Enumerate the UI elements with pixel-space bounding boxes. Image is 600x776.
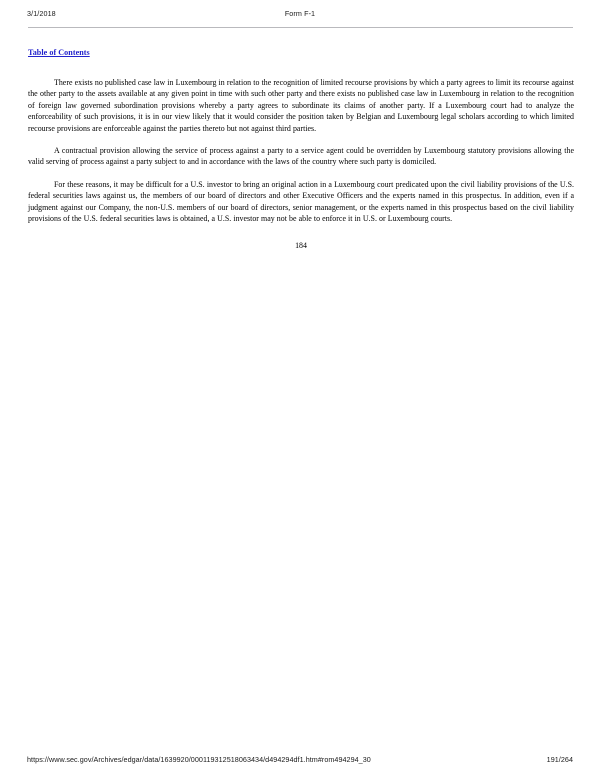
header-divider [28, 27, 573, 28]
print-footer-page-indicator: 191/264 [546, 755, 573, 764]
print-header-document-title: Form F-1 [284, 9, 316, 18]
document-body [28, 42, 574, 251]
print-header [27, 9, 573, 21]
paragraph-limited-recourse-case-law: There exists no published case law in Luxembourg in relation to the recognition of limited recourse provisions by which a party agrees to limit its recourse against the other party to the assets available at any given point in time with such other party and there exists no published case law in Luxembourg in relation to the recognition of foreign law governed subordination provisions whereby a party agrees to subordinate its claims of another party. If a Luxembourg court had to analyze the enforceability of such provisions, it is in our view likely that it would consider the position taken by Belgian and Luxembourg legal scholars according to which limited recourse provisions are enforceable against the parties thereto but not against third parties. [28, 78, 574, 133]
paragraph-service-of-process: A contractual provision allowing the service of process against a party to a service agent could be overridden by Luxembourg statutory provisions allowing the valid serving of process against a party subject to and in accordance with the laws of the country where such party is domiciled. [28, 146, 574, 167]
table-of-contents-link[interactable]: Table of Contents [28, 48, 90, 57]
print-header-date: 3/1/2018 [27, 9, 56, 18]
page-folio-number: 184 [295, 241, 307, 251]
paragraph-enforcement-difficulty: For these reasons, it may be difficult for a U.S. investor to bring an original action in a Luxembourg court predicated upon the civil liability provisions of the U.S. federal securities laws against us, the members of our board of directors and other Executive Officers and the experts named in this prospectus. In addition, even if a judgment against our Company, the non-U.S. members of our board of directors, senior management, or the experts named in this prospectus based on the civil liability provisions of the U.S. federal securities laws is obtained, a U.S. investor may not be able to enforce it in U.S. or Luxembourg courts. [28, 179, 574, 224]
print-footer-source-url: https://www.sec.gov/Archives/edgar/data/1639920/000119312518063434/d494294df1.htm#rom494294_30 [27, 755, 371, 764]
print-footer [27, 755, 573, 767]
